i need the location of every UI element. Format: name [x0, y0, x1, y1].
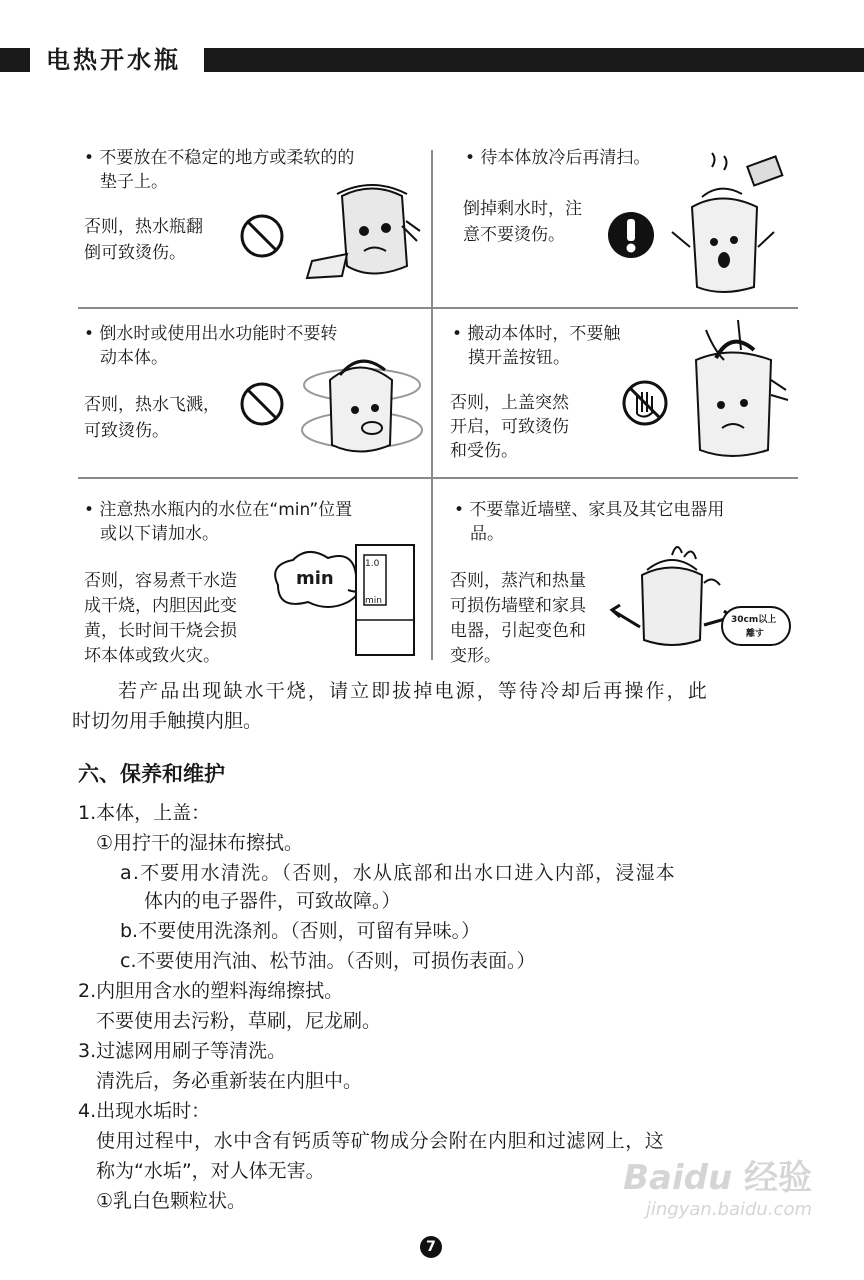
caution-1-consequence2: 倒可致烫伤。 — [84, 243, 186, 263]
caution-3-line2: 动本体。 — [100, 348, 168, 368]
caution-5-consequence4: 坏本体或致火灾。 — [84, 646, 220, 666]
section-heading: 六、保养和维护 — [78, 762, 225, 786]
caution-5-line1: • 注意热水瓶内的水位在“min”位置 — [84, 500, 353, 520]
maint-line: 2.内胆用含水的塑料海绵擦拭。 — [78, 980, 344, 1002]
caution-6-consequence2: 可损伤墙壁和家具 — [450, 596, 586, 616]
caution-4-consequence2: 开启，可致烫伤 — [450, 417, 569, 437]
caution-6-consequence4: 变形。 — [450, 646, 501, 666]
carrying-kettle-illustration — [676, 320, 791, 470]
baidu-watermark — [623, 1150, 812, 1220]
rotating-kettle-illustration — [300, 350, 425, 460]
warning-line2: 时切勿用手触摸内胆。 — [72, 710, 263, 732]
min-level-illustration — [268, 540, 418, 660]
caution-5-consequence1: 否则，容易煮干水造 — [84, 571, 237, 591]
steaming-kettle-illustration — [662, 152, 792, 297]
maint-line: ①乳白色颗粒状。 — [96, 1190, 247, 1212]
maint-line: 使用过程中，水中含有钙质等矿物成分会附在内胆和过滤网上，这 — [96, 1130, 665, 1152]
maint-line: 体内的电子器件，可致故障。） — [144, 890, 401, 912]
maint-line: a.不要用水清洗。（否则，水从底部和出水口进入内部，浸湿本 — [120, 862, 676, 884]
maint-line: 称为“水垢”，对人体无害。 — [96, 1160, 325, 1182]
caution-6-line1: • 不要靠近墙壁、家具及其它电器用 — [454, 500, 725, 520]
watermark-cn: 经验 — [744, 1158, 812, 1198]
wall-distance-illustration — [612, 545, 802, 660]
caution-4-consequence3: 和受伤。 — [450, 441, 518, 461]
gauge-top-label: 1.0 — [365, 559, 380, 569]
no-touch-hand-icon — [620, 378, 670, 428]
maint-line: b.不要使用洗涤剂。（否则，可留有异味。） — [120, 920, 481, 942]
caution-2-consequence2: 意不要烫伤。 — [463, 225, 565, 245]
caution-1-consequence1: 否则，热水瓶翻 — [84, 217, 203, 237]
maint-line: 3.过滤网用刷子等清洗。 — [78, 1040, 287, 1062]
min-bubble-label: min — [296, 568, 334, 589]
header-bar-right — [204, 48, 864, 72]
maint-line: ①用拧干的湿抹布擦拭。 — [96, 832, 304, 854]
maint-line: c.不要使用汽油、松节油。（否则，可损伤表面。） — [120, 950, 536, 972]
caution-2-line1: • 待本体放冷后再清扫。 — [465, 148, 651, 168]
caution-6-consequence1: 否则，蒸汽和热量 — [450, 571, 586, 591]
grid-divider-vertical — [431, 150, 433, 660]
caution-3-consequence1: 否则，热水飞溅， — [84, 395, 220, 415]
maint-line: 清洗后，务必重新装在内胆中。 — [96, 1070, 363, 1092]
caution-5-consequence3: 黄，长时间干烧会损 — [84, 621, 237, 641]
warning-line1: 若产品出现缺水干烧，请立即拔掉电源，等待冷却后再操作，此 — [118, 680, 709, 702]
caution-2-consequence1: 倒掉剩水时，注 — [463, 199, 582, 219]
grid-divider-row2 — [78, 477, 798, 479]
watermark-brand: Baidu — [623, 1158, 733, 1198]
prohibited-icon — [238, 212, 286, 260]
header-bar-left — [0, 48, 30, 72]
distance-tag-line2: 離す — [746, 629, 765, 639]
distance-tag-line1: 30cm以上 — [731, 615, 777, 625]
falling-kettle-illustration — [302, 166, 422, 296]
caution-6-consequence3: 电器，引起变色和 — [450, 621, 586, 641]
watermark-url: jingyan.baidu.com — [645, 1199, 812, 1220]
caution-1-line2: 垫子上。 — [100, 172, 168, 192]
prohibited-icon — [238, 380, 286, 428]
caution-5-consequence2: 成干烧，内胆因此变 — [84, 596, 237, 616]
caution-5-line2: 或以下请加水。 — [100, 524, 219, 544]
page-title: 电热开水瓶 — [46, 46, 181, 74]
maint-line: 不要使用去污粉，草刷，尼龙刷。 — [96, 1010, 382, 1032]
maint-line: 4.出现水垢时： — [78, 1100, 211, 1122]
caution-4-line2: 摸开盖按钮。 — [468, 348, 570, 368]
caution-3-consequence2: 可致烫伤。 — [84, 421, 169, 441]
caution-4-consequence1: 否则，上盖突然 — [450, 393, 569, 413]
caution-1-line1: • 不要放在不稳定的地方或柔软的的 — [84, 148, 355, 168]
caution-6-line2: 品。 — [470, 524, 504, 544]
maint-line: 1.本体，上盖： — [78, 802, 211, 824]
gauge-bottom-label: min — [365, 596, 382, 606]
grid-divider-row1 — [78, 307, 798, 309]
caution-3-line1: • 倒水时或使用出水功能时不要转 — [84, 324, 338, 344]
page-number: 7 — [420, 1236, 442, 1258]
warning-exclamation-icon — [606, 210, 656, 260]
caution-4-line1: • 搬动本体时，不要触 — [452, 324, 621, 344]
